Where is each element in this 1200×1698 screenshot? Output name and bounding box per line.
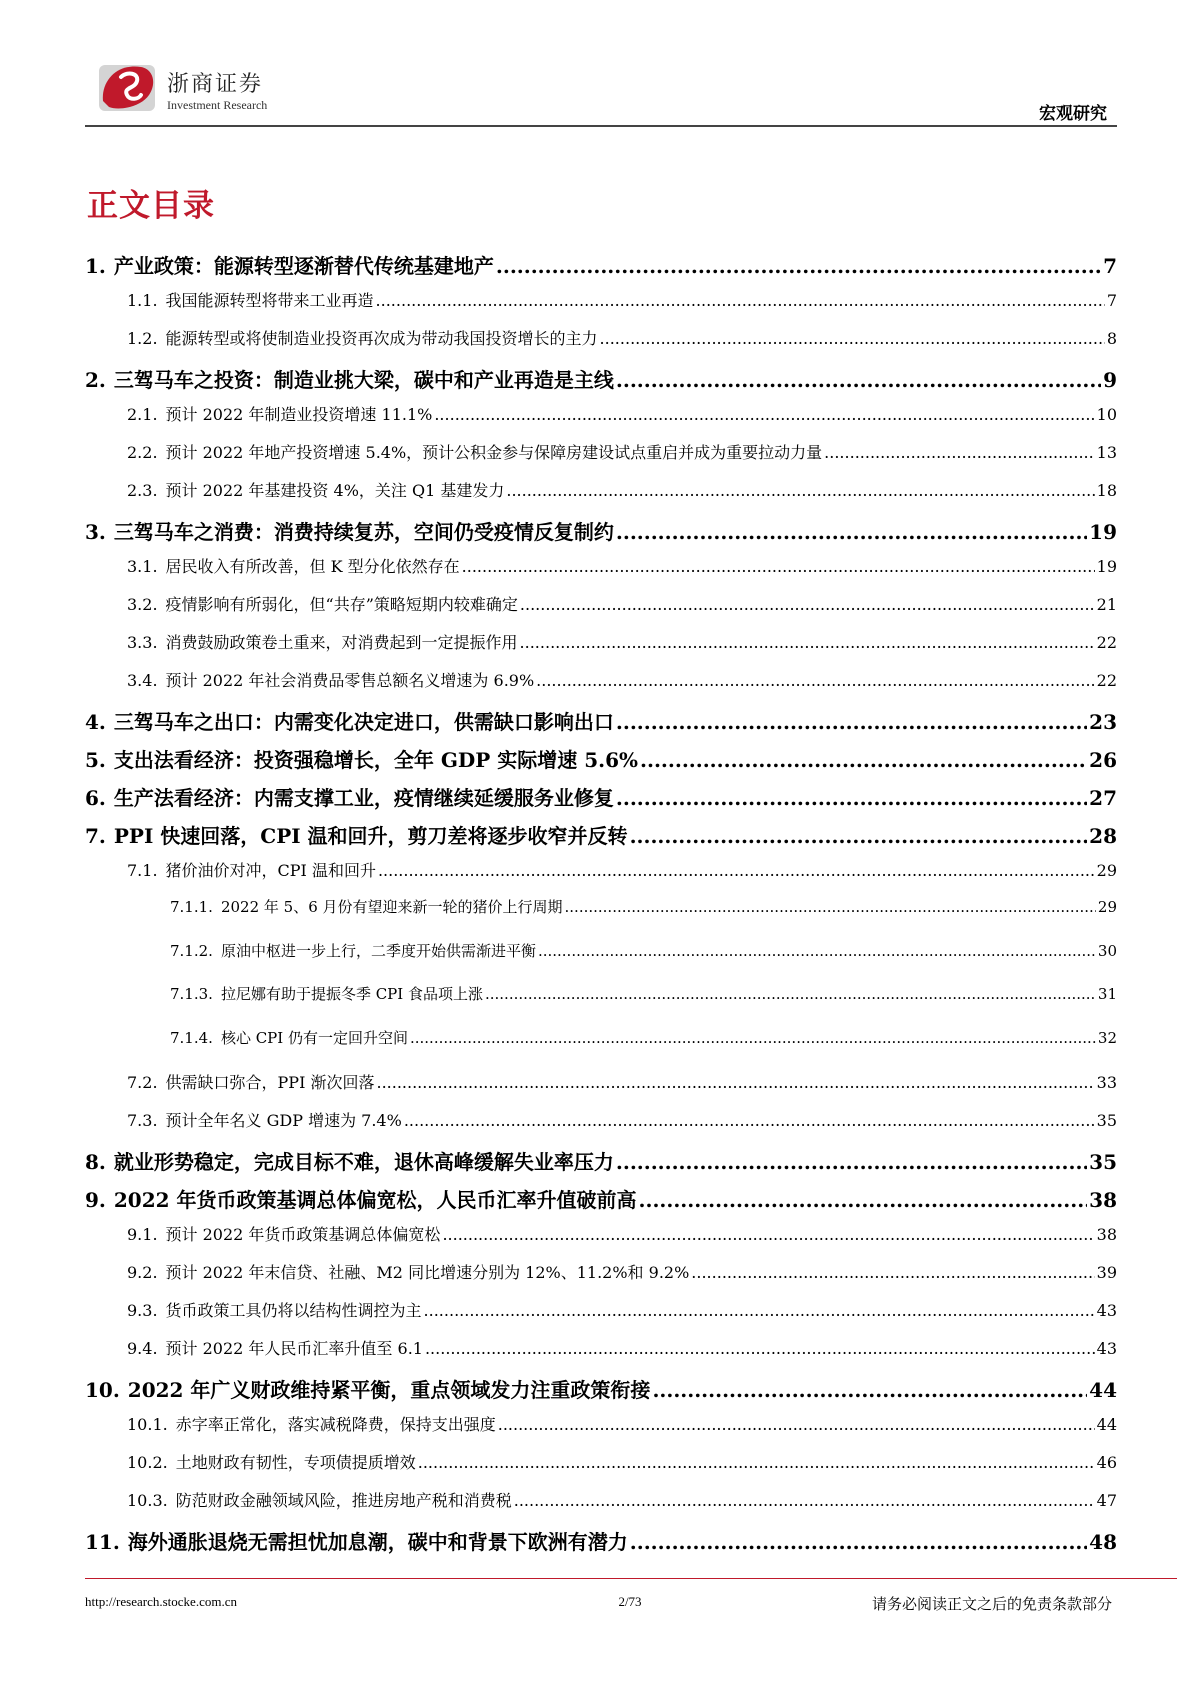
toc-entry-page: 13 <box>1096 443 1117 462</box>
toc-entry[interactable] <box>85 983 1117 1027</box>
toc-entry-title: 预计 2022 年社会消费品零售总额名义增速为 6.9% <box>165 671 535 690</box>
toc-entry[interactable] <box>85 326 1117 364</box>
toc-entry[interactable] <box>85 1374 1117 1412</box>
toc-leader-dots <box>425 1339 1095 1358</box>
toc-entry-number: 1. <box>85 254 106 278</box>
footer-url-link[interactable]: http://research.stocke.com.cn <box>85 1594 237 1609</box>
toc-entry-page: 8 <box>1106 329 1117 348</box>
toc-entry-page: 39 <box>1096 1263 1117 1282</box>
toc-entry-page: 9 <box>1103 368 1117 392</box>
toc-entry-title: 三驾马车之消费：消费持续复苏，空间仍受疫情反复制约 <box>113 520 614 544</box>
toc-entry[interactable] <box>85 858 1117 896</box>
toc-leader-dots <box>496 254 1101 278</box>
toc-leader-dots <box>616 786 1087 810</box>
toc-entry-page: 47 <box>1096 1491 1117 1510</box>
toc-entry[interactable] <box>85 1146 1117 1184</box>
toc-entry[interactable] <box>85 1027 1117 1071</box>
toc-leader-dots <box>418 1453 1095 1472</box>
toc-entry-page: 21 <box>1096 595 1117 614</box>
toc-entry-page: 19 <box>1089 520 1117 544</box>
toc-leader-dots <box>485 985 1096 1003</box>
toc-entry-number: 10.1. <box>127 1415 168 1434</box>
toc-entry-title: 支出法看经济：投资强稳增长，全年 GDP 实际增速 5.6% <box>113 748 639 772</box>
toc-entry[interactable] <box>85 364 1117 402</box>
toc-heading: 正文目录 <box>87 188 215 224</box>
toc-entry-page: 18 <box>1096 481 1117 500</box>
toc-entry[interactable] <box>85 1108 1117 1146</box>
toc-leader-dots <box>616 710 1087 734</box>
toc-leader-dots <box>404 1111 1095 1130</box>
toc-entry-number: 9.1. <box>127 1225 158 1244</box>
toc-entry-number: 7.1.1. <box>170 898 213 916</box>
toc-entry-title: 防范财政金融领域风险，推进房地产税和消费税 <box>175 1491 512 1510</box>
toc-entry-title: 预计 2022 年末信贷、社融、M2 同比增速分别为 12%、11.2%和 9.2% <box>165 1263 690 1282</box>
brand-name-en: Investment Research <box>167 98 268 112</box>
toc-leader-dots <box>514 1491 1095 1510</box>
toc-leader-dots <box>376 1073 1094 1092</box>
toc-leader-dots <box>520 595 1095 614</box>
toc-entry[interactable] <box>85 1260 1117 1298</box>
toc-entry[interactable] <box>85 440 1117 478</box>
page-header <box>85 55 1115 127</box>
toc-leader-dots <box>434 405 1094 424</box>
toc-entry-number: 3.4. <box>127 671 158 690</box>
toc-entry-title: 居民收入有所改善，但 K 型分化依然存在 <box>165 557 460 576</box>
toc-entry-number: 7.1.3. <box>170 985 213 1003</box>
toc-leader-dots <box>630 1530 1087 1554</box>
toc-entry-number: 9. <box>85 1188 106 1212</box>
toc-entry[interactable] <box>85 554 1117 592</box>
toc-entry[interactable] <box>85 592 1117 630</box>
toc-entry-title: 供需缺口弥合，PPI 渐次回落 <box>165 1073 375 1092</box>
toc-leader-dots <box>600 329 1105 348</box>
toc-entry-title: 生产法看经济：内需支撑工业，疫情继续延缓服务业修复 <box>113 786 614 810</box>
toc-leader-dots <box>536 671 1094 690</box>
toc-entry-title: 土地财政有韧性，专项债提质增效 <box>175 1453 416 1472</box>
toc-leader-dots <box>424 1301 1095 1320</box>
toc-entry-title: 赤字率正常化，落实减税降费，保持支出强度 <box>175 1415 496 1434</box>
toc-leader-dots <box>378 861 1095 880</box>
toc-entry-number: 2.3. <box>127 481 158 500</box>
toc-leader-dots <box>442 1225 1094 1244</box>
toc-entry-title: 消费鼓励政策卷土重来，对消费起到一定提振作用 <box>165 633 518 652</box>
toc-entry-number: 7.1.4. <box>170 1028 213 1047</box>
toc-entry-number: 5. <box>85 748 106 772</box>
toc-leader-dots <box>498 1415 1095 1434</box>
footer-divider <box>85 1578 1177 1579</box>
toc-entry-number: 7.1.2. <box>170 941 213 960</box>
toc-entry-page: 27 <box>1089 786 1117 810</box>
toc-entry-title: 货币政策工具仍将以结构性调控为主 <box>165 1301 422 1320</box>
toc-leader-dots <box>824 443 1094 462</box>
toc-entry-title: 能源转型或将使制造业投资再次成为带动我国投资增长的主力 <box>165 329 598 348</box>
toc-entry-title: 预计 2022 年地产投资增速 5.4%，预计公积金参与保障房建设试点重启并成为重要拉动力量 <box>165 443 823 462</box>
toc-entry[interactable] <box>85 896 1117 940</box>
toc-entry[interactable] <box>85 1184 1117 1222</box>
toc-entry-title: 三驾马车之投资：制造业挑大梁，碳中和产业再造是主线 <box>113 368 614 392</box>
toc-entry-title: 预计全年名义 GDP 增速为 7.4% <box>165 1111 402 1130</box>
toc-entry-page: 44 <box>1096 1415 1117 1434</box>
toc-entry[interactable] <box>85 1526 1117 1564</box>
toc-entry-number: 4. <box>85 710 106 734</box>
toc-entry[interactable] <box>85 1298 1117 1336</box>
toc-entry-title: 拉尼娜有助于提振冬季 CPI 食品项上涨 <box>220 985 483 1003</box>
toc-leader-dots <box>410 1029 1096 1047</box>
toc-entry-title: 疫情影响有所弱化，但“共存”策略短期内较难确定 <box>165 595 518 614</box>
toc-entry-title: 2022 年广义财政维持紧平衡，重点领域发力注重政策衔接 <box>127 1378 651 1402</box>
toc-entry[interactable] <box>85 516 1117 554</box>
toc-entry-number: 11. <box>85 1530 120 1554</box>
toc-entry-page: 29 <box>1096 861 1117 880</box>
toc-entry-title: 2022 年 5、6 月份有望迎来新一轮的猪价上行周期 <box>220 898 563 916</box>
toc-leader-dots <box>506 481 1094 500</box>
disclaimer-note: 请务必阅读正文之后的免责条款部分 <box>871 1595 1112 1613</box>
toc-entry-page: 7 <box>1106 291 1117 310</box>
toc-entry[interactable] <box>85 402 1117 440</box>
toc-entry-number: 1.2. <box>127 329 158 348</box>
toc-entry-number: 2. <box>85 368 106 392</box>
toc-entry-page: 46 <box>1096 1453 1117 1472</box>
toc-entry-title: 原油中枢进一步上行，二季度开始供需渐进平衡 <box>220 941 536 960</box>
toc-entry-page: 43 <box>1096 1301 1117 1320</box>
toc-entry[interactable] <box>85 782 1117 820</box>
toc-entry-title: PPI 快速回落，CPI 温和回升，剪刀差将逐步收窄并反转 <box>113 824 628 848</box>
toc-entry-number: 10. <box>85 1378 120 1402</box>
toc-entry-number: 8. <box>85 1150 106 1174</box>
toc-entry-number: 10.2. <box>127 1453 168 1472</box>
toc-entry[interactable] <box>85 706 1117 744</box>
toc-entry-page: 33 <box>1096 1073 1117 1092</box>
toc-entry-page: 35 <box>1089 1150 1117 1174</box>
toc-entry-number: 2.1. <box>127 405 158 424</box>
toc-leader-dots <box>616 368 1101 392</box>
toc-entry-page: 19 <box>1096 557 1117 576</box>
toc-entry-number: 1.1. <box>127 291 158 310</box>
toc-entry-page: 32 <box>1097 1028 1117 1047</box>
toc-leader-dots <box>565 898 1096 916</box>
department-label: 宏观研究 <box>1039 104 1107 124</box>
toc-entry-page: 30 <box>1097 941 1117 960</box>
toc-entry-page: 10 <box>1096 405 1117 424</box>
toc-entry-page: 48 <box>1089 1530 1117 1554</box>
toc-entry-number: 3. <box>85 520 106 544</box>
toc-entry-title: 核心 CPI 仍有一定回升空间 <box>220 1028 408 1047</box>
toc-entry-title: 预计 2022 年人民币汇率升值至 6.1 <box>165 1339 423 1358</box>
toc-entry-title: 我国能源转型将带来工业再造 <box>165 291 374 310</box>
toc-entry-title: 产业政策：能源转型逐渐替代传统基建地产 <box>113 254 494 278</box>
toc-entry-number: 9.2. <box>127 1263 158 1282</box>
toc-entry[interactable] <box>85 478 1117 516</box>
toc-entry-page: 43 <box>1096 1339 1117 1358</box>
toc-entry-page: 38 <box>1096 1225 1117 1244</box>
toc-entry[interactable] <box>85 940 1117 984</box>
toc-entry-number: 7.2. <box>127 1073 158 1092</box>
brand-name-cn: 浙商证券 <box>167 72 264 97</box>
toc-leader-dots <box>520 633 1095 652</box>
toc-entry-page: 26 <box>1089 748 1117 772</box>
toc-entry[interactable] <box>85 1336 1117 1374</box>
toc-entry-page: 44 <box>1089 1378 1117 1402</box>
toc-entry[interactable] <box>85 1070 1117 1108</box>
company-logo-icon <box>97 61 159 115</box>
toc-entry[interactable] <box>85 250 1117 288</box>
toc-entry-page: 22 <box>1096 671 1117 690</box>
toc-entry-title: 预计 2022 年货币政策基调总体偏宽松 <box>165 1225 441 1244</box>
toc-leader-dots <box>616 1150 1087 1174</box>
toc-entry-title: 2022 年货币政策基调总体偏宽松，人民币汇率升值破前高 <box>113 1188 637 1212</box>
toc-leader-dots <box>652 1378 1087 1402</box>
toc-entry-title: 预计 2022 年基建投资 4%，关注 Q1 基建发力 <box>165 481 505 500</box>
toc-entry-title: 猪价油价对冲，CPI 温和回升 <box>165 861 376 880</box>
toc-entry[interactable] <box>85 1450 1117 1488</box>
toc-entry-page: 31 <box>1097 985 1117 1003</box>
toc-entry[interactable] <box>85 1412 1117 1450</box>
toc-entry[interactable] <box>85 630 1117 668</box>
toc-entry-number: 10.3. <box>127 1491 168 1510</box>
toc-entry-page: 7 <box>1103 254 1117 278</box>
toc-entry-number: 7.1. <box>127 861 158 880</box>
toc-entry[interactable] <box>85 820 1117 858</box>
toc-entry[interactable] <box>85 288 1117 326</box>
toc-entry-page: 38 <box>1089 1188 1117 1212</box>
toc-entry[interactable] <box>85 744 1117 782</box>
toc-entry-number: 7. <box>85 824 106 848</box>
toc-entry-title: 就业形势稳定，完成目标不难，退休高峰缓解失业率压力 <box>113 1150 614 1174</box>
toc-leader-dots <box>376 291 1105 310</box>
toc-entry-number: 9.3. <box>127 1301 158 1320</box>
toc-entry-number: 3.1. <box>127 557 158 576</box>
toc-leader-dots <box>640 748 1087 772</box>
toc-entry-page: 28 <box>1089 824 1117 848</box>
toc-leader-dots <box>639 1188 1088 1212</box>
page-number: 2/73 <box>618 1594 642 1609</box>
toc-entry-page: 22 <box>1096 633 1117 652</box>
toc-leader-dots <box>630 824 1088 848</box>
toc-leader-dots <box>616 520 1087 544</box>
toc-entry[interactable] <box>85 668 1117 706</box>
toc-leader-dots <box>462 557 1095 576</box>
toc-entry-title: 三驾马车之出口：内需变化决定进口，供需缺口影响出口 <box>113 710 614 734</box>
toc-entry-number: 7.3. <box>127 1111 158 1130</box>
toc-entry-title: 预计 2022 年制造业投资增速 11.1% <box>165 405 433 424</box>
toc-entry-page: 23 <box>1089 710 1117 734</box>
toc-entry-number: 2.2. <box>127 443 158 462</box>
toc-entry-title: 海外通胀退烧无需担忧加息潮，碳中和背景下欧洲有潜力 <box>127 1530 628 1554</box>
toc-entry[interactable] <box>85 1488 1117 1526</box>
toc-entry-number: 3.3. <box>127 633 158 652</box>
toc-entry-page: 29 <box>1097 898 1117 916</box>
toc-entry-number: 9.4. <box>127 1339 158 1358</box>
toc-entry-page: 35 <box>1096 1111 1117 1130</box>
toc-entry[interactable] <box>85 1222 1117 1260</box>
toc-leader-dots <box>691 1263 1094 1282</box>
header-divider <box>85 125 1117 127</box>
toc-leader-dots <box>538 942 1096 960</box>
toc-entry-number: 6. <box>85 786 106 810</box>
table-of-contents <box>85 250 1117 1564</box>
toc-entry-number: 3.2. <box>127 595 158 614</box>
